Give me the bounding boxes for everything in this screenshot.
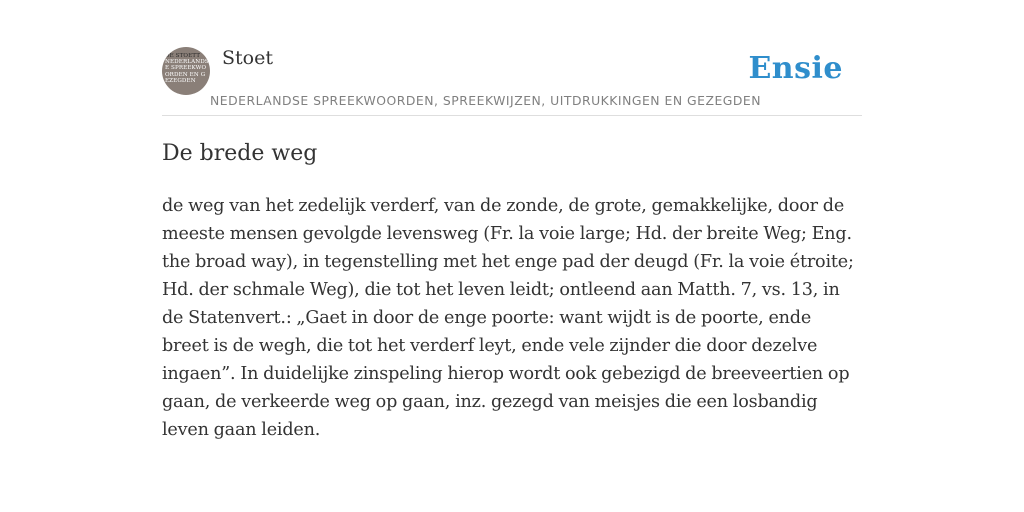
entry-title: De brede weg xyxy=(162,141,318,166)
avatar-cover-title: NEDERLANDSE SPREEKWOORDEN EN GEZEGDEN xyxy=(165,59,209,84)
brand-logo[interactable]: Ensie xyxy=(748,51,843,86)
author-name[interactable]: Stoet xyxy=(222,47,273,69)
avatar-cover-text xyxy=(165,53,209,84)
source-subtitle[interactable]: NEDERLANDSE SPREEKWOORDEN, SPREEKWIJZEN, UITDRUKKINGEN EN GEZEGDEN xyxy=(210,93,762,108)
entry-definition: de weg van het zedelijk verderf, van de zonde, de grote, gemakkelijke, door de meeste mensen gevolgde levensweg (Fr. la voie large; Hd. der breite Weg; Eng. the broad way), in tegenstelling met het enge pad der deugd (Fr. la voie étroite; Hd. der schmale Weg), die tot het leven leidt; ontleend aan Matth. 7, vs. 13, in de Statenvert.: „Gaet in door de enge poorte: want wijdt is de poorte, ende breet is de wegh, die tot het verderf leyt, ende vele zijnder die door dezelve ingaen”. In duidelijke zinspeling hierop wordt ook gebezigd de breeveertien op gaan, de verkeerde weg op gaan, inz. gezegd van meisjes die een losbandig leven gaan leiden. xyxy=(162,196,854,440)
author-avatar[interactable] xyxy=(162,47,210,95)
header-divider xyxy=(162,115,862,116)
avatar-cover-top-text: DE STOETT xyxy=(165,53,201,59)
